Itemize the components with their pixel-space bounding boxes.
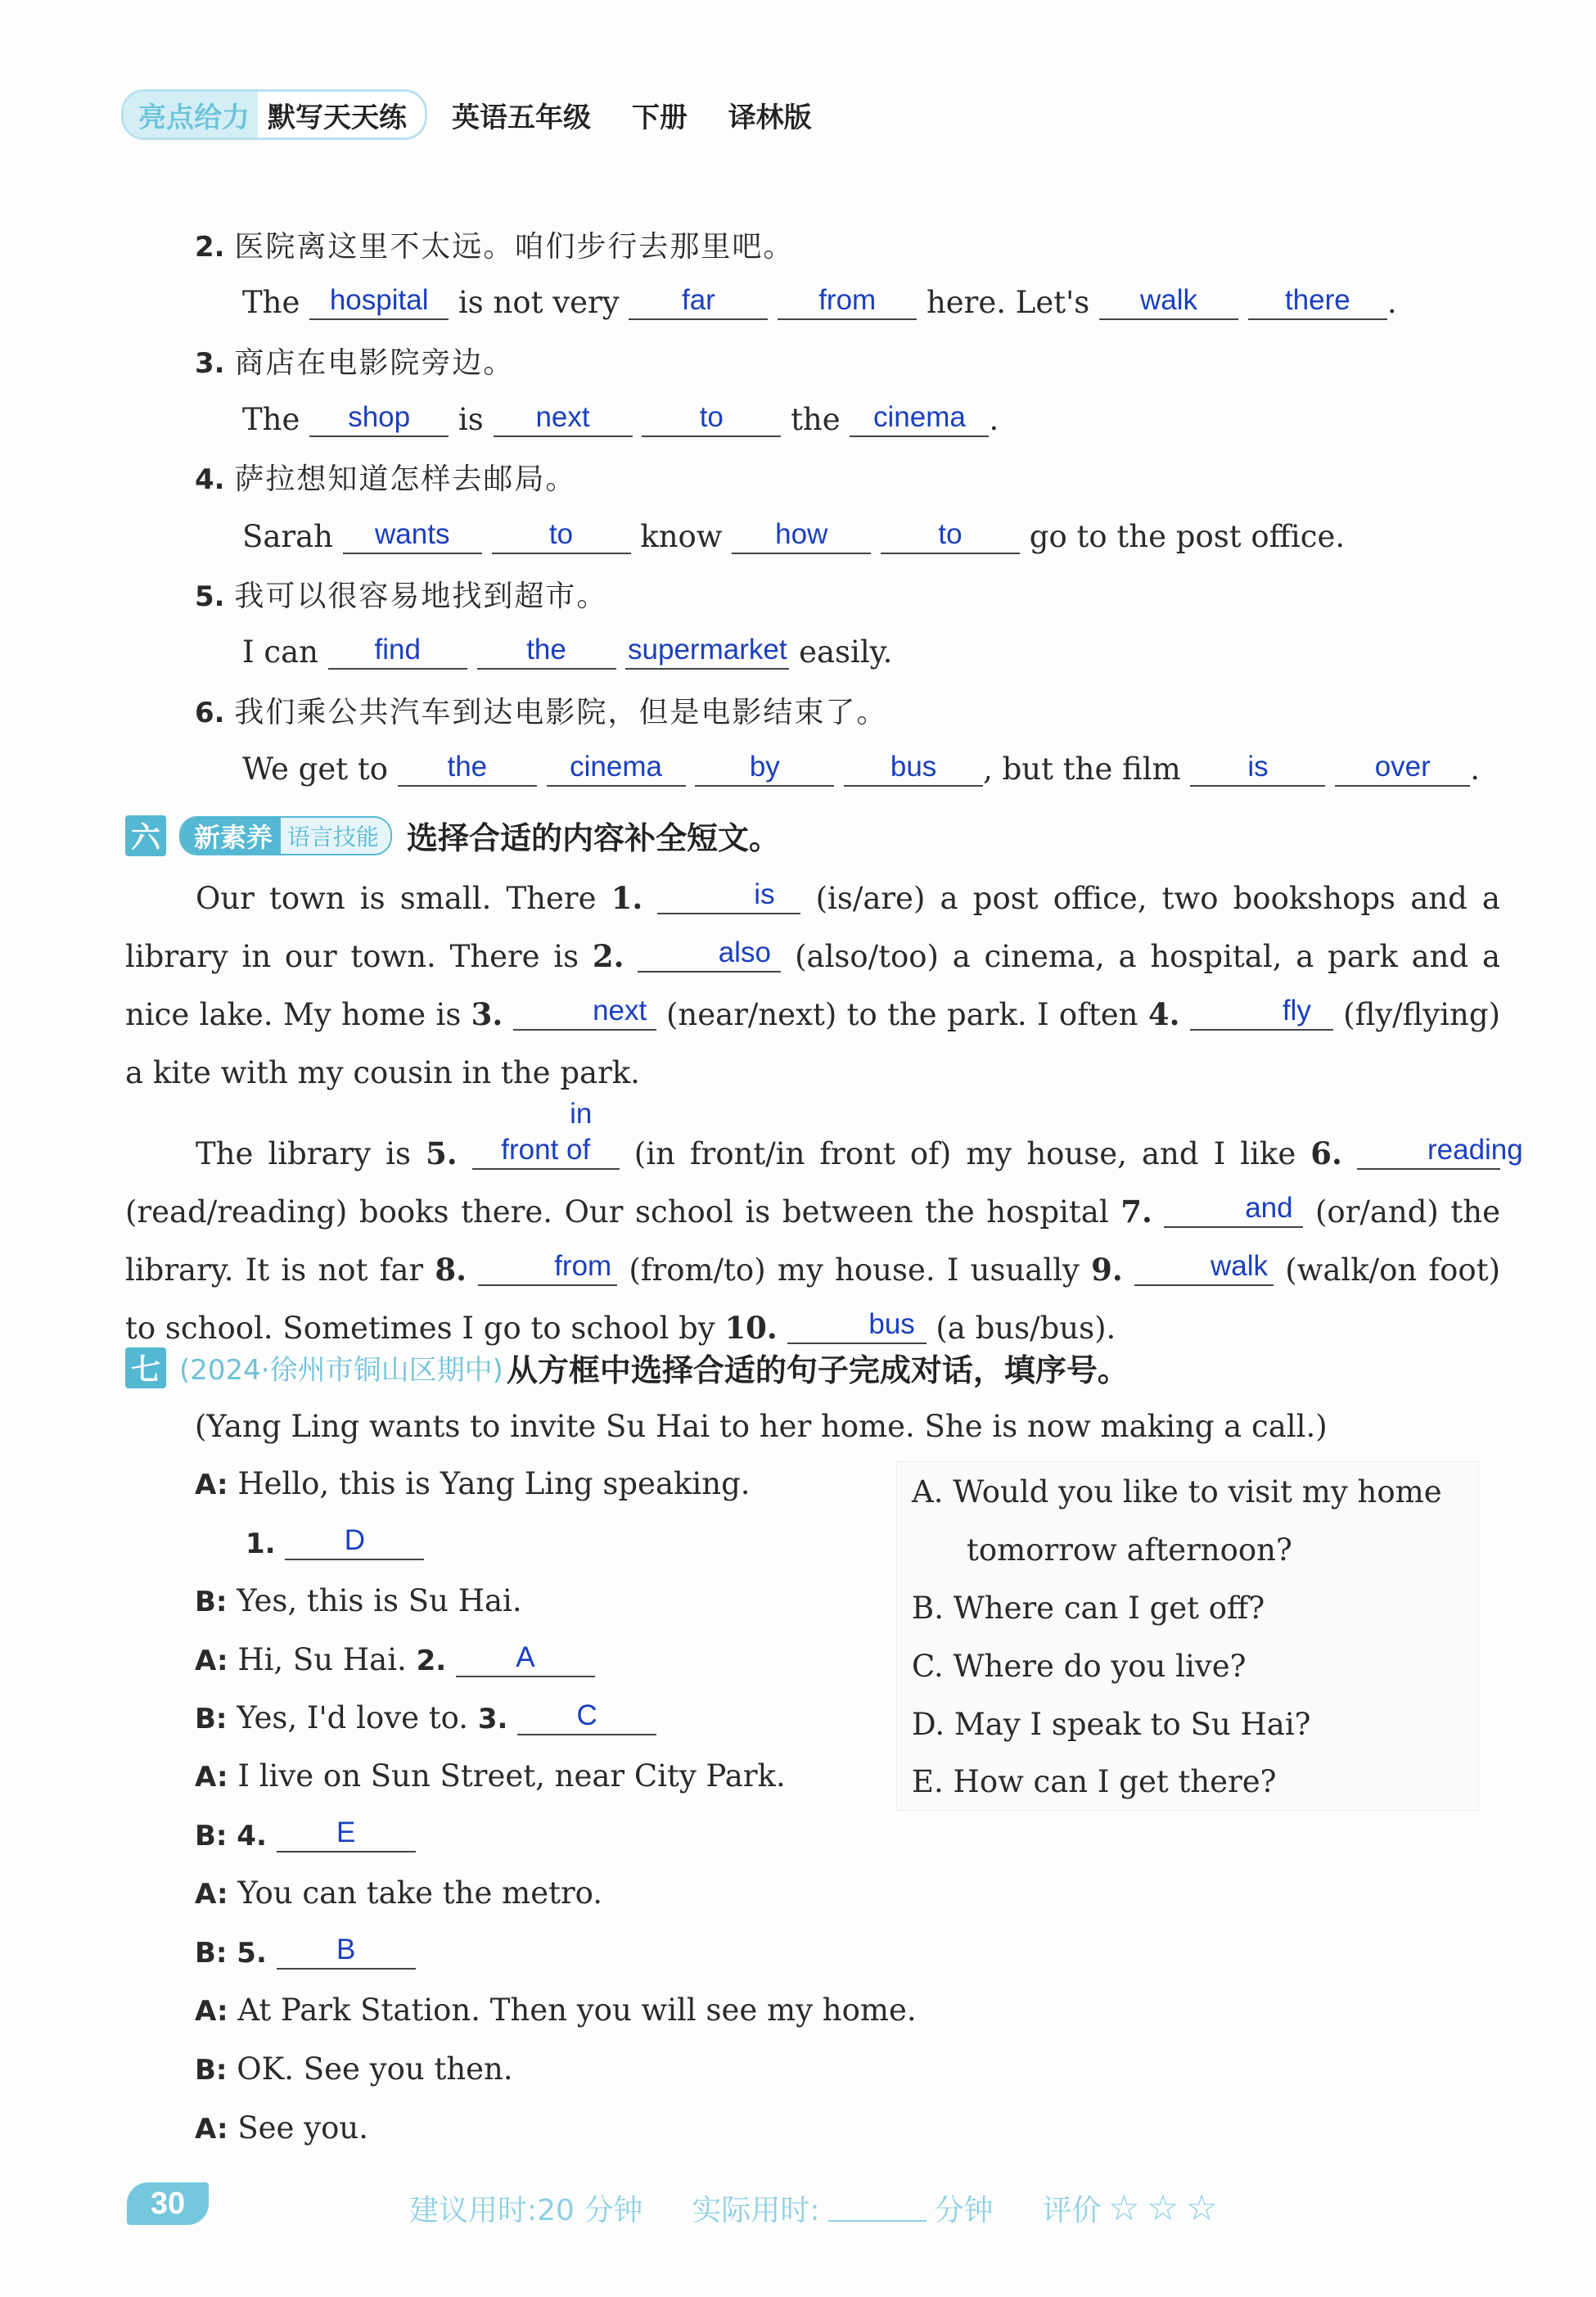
answer-blank[interactable]: in front of [472, 1096, 620, 1170]
dialogue-intro: (Yang Ling wants to invite Su Hai to her home. She is now making a call.) [195, 1409, 1328, 1444]
option-d: D. May I speak to Su Hai? [912, 1707, 1311, 1742]
answer-blank[interactable]: the [477, 632, 616, 670]
dialogue-line: A: You can take the metro. [195, 1875, 603, 1911]
chinese-sentence: 商店在电影院旁边。 [234, 346, 515, 380]
dialogue-line: A: At Park Station. Then you will see my home. [195, 1992, 917, 2028]
series-name: 默写天天练 [258, 92, 425, 138]
answer-blank[interactable]: C [517, 1698, 656, 1735]
actual-time-label: 实际用时: [692, 2194, 820, 2227]
volume: 下册 [631, 101, 688, 134]
chinese-sentence: 我们乘公共汽车到达电影院，但是电影结束了。 [234, 696, 888, 729]
answer-blank[interactable]: how [732, 517, 871, 554]
answer-blank[interactable]: is [657, 877, 800, 914]
answer-blank[interactable]: the [398, 749, 537, 787]
chinese-sentence: 医院离这里不太远。咱们步行去那里吧。 [234, 230, 795, 264]
minutes-label: 分钟 [934, 2194, 994, 2227]
option-e: E. How can I get there? [912, 1764, 1277, 1799]
dialogue-line: A: See you. [195, 2110, 368, 2146]
item-6-prompt: 6. 我们乘公共汽车到达电影院，但是电影结束了。 [195, 696, 888, 729]
answer-blank[interactable]: by [695, 749, 834, 787]
dialogue-line: A: Hello, this is Yang Ling speaking. [195, 1466, 751, 1501]
star-icon[interactable]: ☆ [1147, 2187, 1179, 2229]
section-number: 七 [125, 1347, 166, 1388]
answer-blank[interactable]: over [1335, 749, 1470, 787]
dialogue-line: A: Hi, Su Hai. 2. A [195, 1640, 595, 1681]
answer-blank[interactable]: shop [309, 399, 449, 437]
dialogue-line: B: Yes, this is Su Hai. [195, 1583, 522, 1618]
item-2-prompt: 2. 医院离这里不太远。咱们步行去那里吧。 [195, 230, 795, 264]
answer-blank[interactable]: from [478, 1248, 617, 1286]
answer-blank[interactable]: B [277, 1932, 416, 1970]
answer-blank[interactable]: also [638, 935, 781, 973]
skill-badge: 新素养 语言技能 [179, 816, 392, 855]
dialogue-line: B: Yes, I'd love to. 3. C [195, 1698, 656, 1740]
page-header [121, 90, 843, 139]
answer-blank[interactable]: fly [1190, 993, 1333, 1031]
answer-blank[interactable]: cinema [547, 749, 686, 787]
answer-blank[interactable]: wants [343, 517, 482, 554]
star-icon[interactable]: ☆ [1185, 2187, 1218, 2229]
item-3-prompt: 3. 商店在电影院旁边。 [195, 346, 515, 380]
answer-blank[interactable]: next [494, 399, 633, 437]
dialogue-line: 1. D [246, 1523, 424, 1564]
answer-blank[interactable]: hospital [309, 282, 449, 320]
answer-blank[interactable]: find [328, 632, 467, 670]
answer-blank[interactable]: bus [787, 1306, 926, 1344]
section-instruction: 选择合适的内容补全短文。 [407, 820, 781, 856]
suggested-time: 建议用时:20 分钟 [409, 2194, 643, 2227]
item-5-prompt: 5. 我可以很容易地找到超市。 [195, 580, 608, 613]
dialogue-line: B: 4. E [195, 1815, 416, 1857]
item-6-answer-line: We get to the cinema by bus , but the film is over . [242, 751, 1481, 787]
answer-blank[interactable]: D [285, 1523, 424, 1560]
brand-logo [121, 89, 427, 140]
option-a: A. Would you like to visit my home [912, 1474, 1442, 1510]
dialogue-line: A: I live on Sun Street, near City Park. [195, 1758, 786, 1794]
brand-name: 亮点给力 [124, 92, 258, 138]
answer-blank[interactable]: to [492, 517, 631, 554]
answer-blank[interactable]: to [642, 399, 781, 437]
dialogue-line: B: OK. See you then. [195, 2051, 513, 2087]
answer-blank[interactable]: bus [844, 749, 983, 787]
passage-paragraph-2: The library is 5. in front of (in front/in front of) my house, and I like 6. reading (read/reading) books there. Our school is between the hospital 7. and (or/and) the library. It is not far 8. from (from/to) my house. I usually 9. walk (walk/on foot) to school. Sometimes I go to school by 10. bus (a bus/bus). [125, 1098, 1523, 1346]
option-a-continued: tomorrow afternoon? [967, 1532, 1292, 1568]
answer-blank[interactable]: next [513, 993, 656, 1031]
option-b: B. Where can I get off? [912, 1591, 1265, 1626]
answer-blank[interactable]: there [1248, 282, 1387, 320]
item-3-answer-line: The shop is next to the cinema . [242, 401, 999, 437]
page-number: 30 [127, 2182, 209, 2225]
answer-blank[interactable]: far [629, 282, 768, 320]
answer-blank[interactable]: reading [1357, 1132, 1500, 1170]
source-note: (2024·徐州市铜山区期中) [179, 1354, 503, 1387]
answer-blank[interactable]: cinema [850, 399, 989, 437]
section-number: 六 [125, 815, 166, 856]
passage-paragraph-1: Our town is small. There 1. is (is/are) a post office, two bookshops and a library in our town. There is 2. also (also/too) a cinema, a hospital, a park and a nice lake. My home is 3. next (near/next) to the park. I often 4. fly (fly/flying) a kite with my cousin in the park. [125, 878, 1501, 1090]
item-4-prompt: 4. 萨拉想知道怎样去邮局。 [195, 463, 577, 496]
rating-label: 评价 [1042, 2194, 1102, 2227]
star-icon[interactable]: ☆ [1107, 2187, 1141, 2229]
item-5-answer-line: I can find the supermarket easily. [242, 634, 893, 670]
section-instruction: 从方框中选择合适的句子完成对话，填序号。 [506, 1352, 1129, 1388]
section-7-heading [125, 1345, 1129, 1390]
options-box [896, 1461, 1479, 1811]
answer-blank[interactable]: walk [1134, 1248, 1274, 1286]
answer-blank[interactable]: and [1164, 1190, 1303, 1228]
chinese-sentence: 萨拉想知道怎样去邮局。 [234, 463, 577, 496]
answer-blank[interactable]: E [277, 1815, 416, 1852]
item-2-answer-line: The hospital is not very far from here. Let's walk there . [242, 284, 1397, 320]
actual-time-field[interactable] [828, 2195, 926, 2222]
dialogue-line: B: 5. B [195, 1932, 416, 1974]
answer-blank[interactable]: supermarket [625, 632, 789, 670]
answer-blank[interactable]: from [778, 282, 917, 320]
subject: 英语五年级 [452, 101, 591, 134]
answer-blank[interactable]: to [881, 517, 1020, 554]
answer-blank[interactable]: A [456, 1640, 595, 1677]
edition: 译林版 [728, 101, 812, 134]
page-footer [409, 2187, 1218, 2229]
chinese-sentence: 我可以很容易地找到超市。 [234, 580, 608, 613]
option-c: C. Where do you live? [912, 1649, 1247, 1684]
section-6-heading [125, 813, 780, 858]
item-4-answer-line: Sarah wants to know how to go to the post office. [242, 518, 1346, 554]
book-info [452, 95, 843, 135]
answer-blank[interactable]: is [1190, 749, 1325, 787]
answer-blank[interactable]: walk [1099, 282, 1238, 320]
